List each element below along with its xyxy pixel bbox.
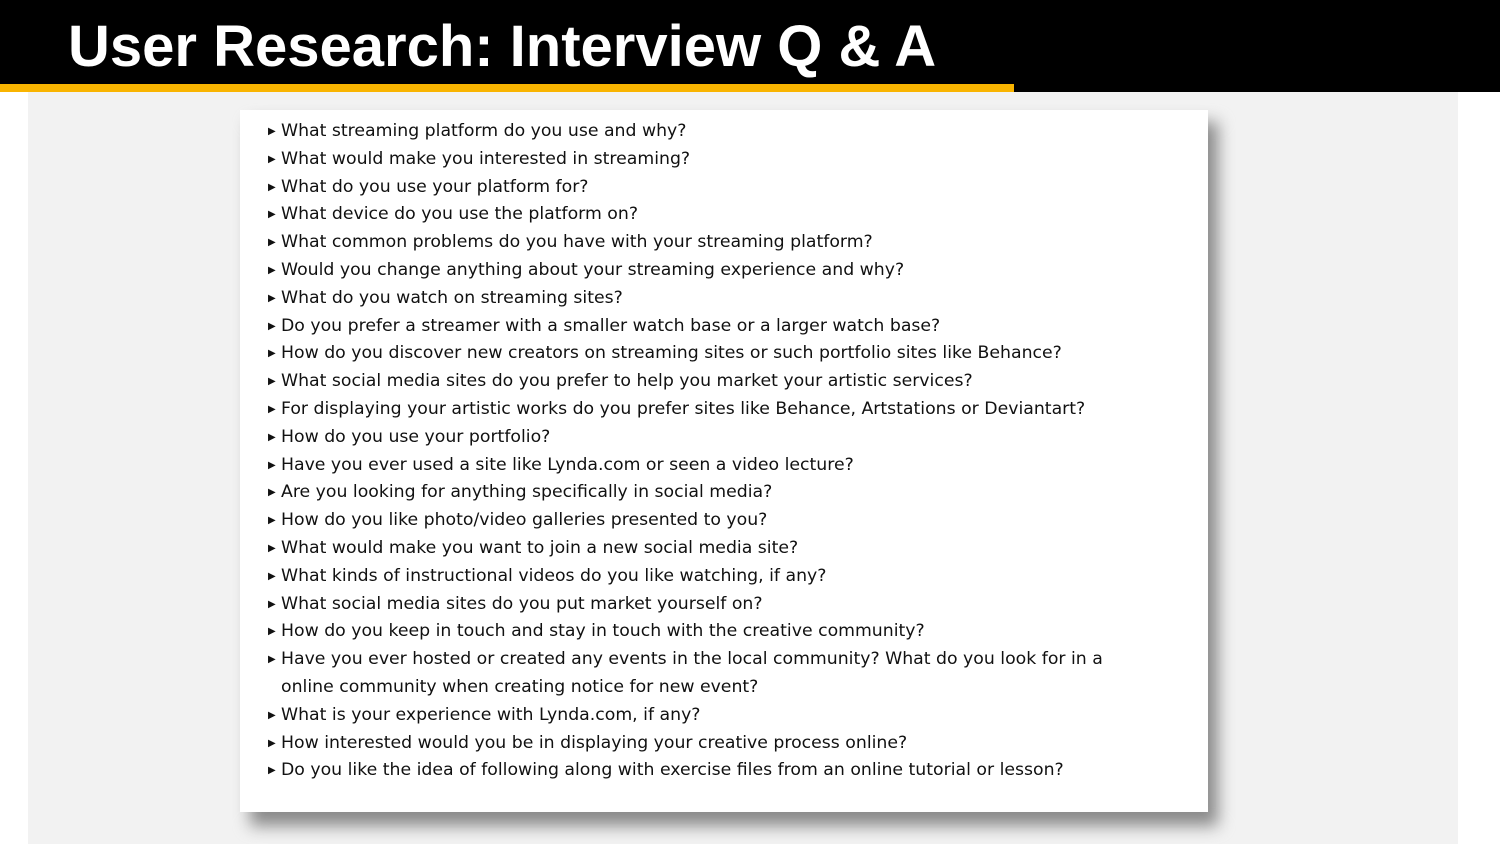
- question-item: [268, 285, 1168, 313]
- question-item: [268, 146, 1168, 174]
- question-text: Do you like the idea of following along with exercise files from an online tutorial or lesson?: [281, 760, 1064, 781]
- question-item: [268, 646, 1151, 702]
- question-item: [268, 201, 1168, 229]
- bullet-triangle-icon: ▶: [268, 487, 276, 499]
- bullet-triangle-icon: ▶: [268, 348, 276, 360]
- bullet-triangle-icon: ▶: [268, 542, 276, 554]
- question-text: Do you prefer a streamer with a smaller watch base or a larger watch base?: [281, 315, 941, 336]
- question-item: [268, 396, 1168, 424]
- question-text: What streaming platform do you use and why?: [281, 121, 687, 141]
- bullet-triangle-icon: ▶: [268, 153, 276, 165]
- question-item: [268, 118, 1168, 146]
- question-text: What would make you interested in streaming?: [281, 148, 691, 169]
- question-item: [268, 563, 1168, 591]
- question-item: [268, 479, 1168, 507]
- question-item: [268, 368, 1168, 396]
- bullet-triangle-icon: ▶: [268, 709, 276, 721]
- bullet-triangle-icon: ▶: [268, 292, 276, 304]
- question-item: [268, 229, 1168, 257]
- question-text: How do you use your portfolio?: [281, 426, 551, 447]
- question-text: How interested would you be in displaying your creative process online?: [281, 732, 908, 753]
- question-text: What do you use your platform for?: [281, 176, 589, 197]
- bullet-triangle-icon: ▶: [268, 126, 276, 137]
- question-text: How do you keep in touch and stay in touch with the creative community?: [281, 621, 925, 642]
- bullet-triangle-icon: ▶: [268, 654, 276, 666]
- bullet-triangle-icon: ▶: [268, 237, 276, 249]
- question-text: Have you ever used a site like Lynda.com or seen a video lecture?: [281, 454, 854, 475]
- bullet-triangle-icon: ▶: [268, 209, 276, 221]
- question-item: [268, 591, 1168, 619]
- bullet-triangle-icon: ▶: [268, 181, 276, 193]
- question-text: What would make you want to join a new social media site?: [281, 537, 799, 558]
- question-item: [268, 535, 1168, 563]
- question-text: How do you like photo/video galleries presented to you?: [281, 510, 768, 531]
- question-text: Would you change anything about your streaming experience and why?: [281, 259, 905, 280]
- question-text: What kinds of instructional videos do you like watching, if any?: [281, 565, 827, 586]
- question-text: Are you looking for anything specifically in social media?: [281, 482, 773, 503]
- bullet-triangle-icon: ▶: [268, 598, 276, 610]
- question-item: [268, 702, 1168, 730]
- question-text: What social media sites do you put market yourself on?: [281, 593, 763, 614]
- question-item: [268, 730, 1168, 758]
- question-text: What social media sites do you prefer to help you market your artistic services?: [281, 371, 973, 392]
- bullet-triangle-icon: ▶: [268, 515, 276, 527]
- bullet-triangle-icon: ▶: [268, 459, 276, 471]
- questions-card: [240, 110, 1208, 812]
- bullet-triangle-icon: ▶: [268, 403, 276, 415]
- question-text: What common problems do you have with your streaming platform?: [281, 232, 873, 253]
- bullet-triangle-icon: ▶: [268, 431, 276, 443]
- bullet-triangle-icon: ▶: [268, 570, 276, 582]
- questions-list: [268, 118, 1168, 785]
- question-text: What is your experience with Lynda.com, if any?: [281, 704, 701, 725]
- question-text: What do you watch on streaming sites?: [281, 287, 623, 308]
- question-item: [268, 174, 1168, 202]
- question-item: [268, 507, 1168, 535]
- bullet-triangle-icon: ▶: [268, 626, 276, 638]
- question-text: How do you discover new creators on streaming sites or such portfolio sites like Behance?: [281, 343, 1062, 364]
- question-item: [268, 757, 1168, 785]
- bullet-triangle-icon: ▶: [268, 264, 276, 276]
- question-item: [268, 340, 1168, 368]
- question-item: [268, 618, 1168, 646]
- title-underline: [0, 84, 1014, 92]
- question-text: For displaying your artistic works do you prefer sites like Behance, Artstations or Deviantart?: [281, 398, 1086, 419]
- bullet-triangle-icon: ▶: [268, 320, 276, 332]
- question-text: Have you ever hosted or created any events in the local community? What do you look for in a online community when creating notice for new event?: [281, 649, 1103, 697]
- question-item: [268, 424, 1168, 452]
- bullet-triangle-icon: ▶: [268, 737, 276, 749]
- question-item: [268, 452, 1168, 480]
- question-item: [268, 257, 1168, 285]
- slide-title: User Research: Interview Q & A: [68, 14, 937, 79]
- bullet-triangle-icon: ▶: [268, 765, 276, 777]
- bullet-triangle-icon: ▶: [268, 376, 276, 388]
- question-item: [268, 313, 1168, 341]
- question-text: What device do you use the platform on?: [281, 204, 638, 225]
